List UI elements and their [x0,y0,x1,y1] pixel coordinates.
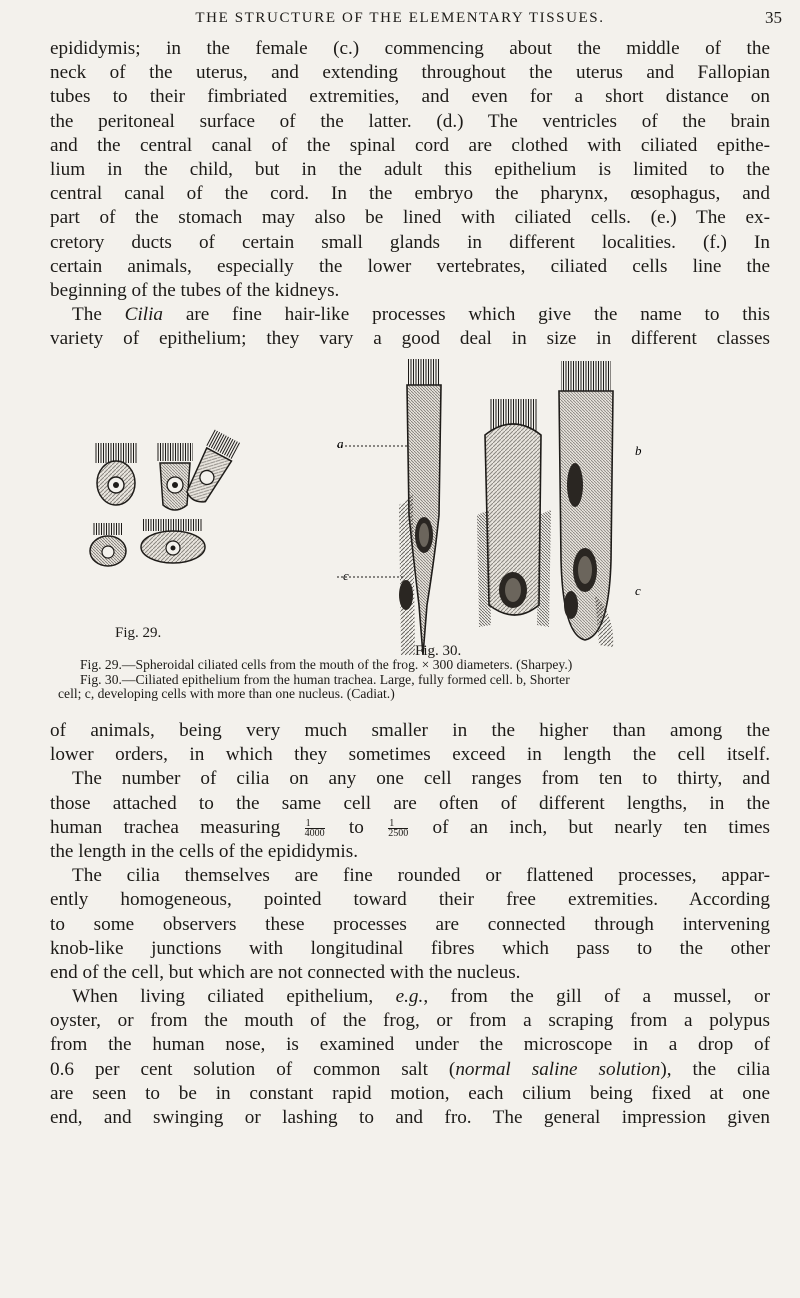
text-line: part of the stomach may also be lined with ciliated cells. (e.) The ex- [50,207,770,229]
text-line: of animals, being very much smaller in the higher than among the [50,720,770,741]
marker-b: b [635,443,642,458]
text-line: oyster, or from the mouth of the frog, or from a scraping from a polypus [50,1010,770,1032]
text-line: lower orders, in which they sometimes exceed in length the cell itself. [50,744,770,766]
text-line: knob-like junctions with longitudinal fibres which pass to the other [50,937,770,959]
marker-a: a [337,436,344,451]
text-line: cretory ducts of certain small glands in different localities. (f.) In [50,231,770,253]
text-line: end, and swinging or lashing to and fro. The general impression given [50,1107,770,1128]
italic-term: Cilia [124,304,164,326]
text-line: to some observers these processes are connected through intervening [50,913,770,935]
fraction-denominator: 4000 [304,827,325,839]
text-line-fractions [50,816,770,840]
body-text-bottom [50,429,770,1130]
text-line: certain animals, especially the lower vertebrates, ciliated cells line the [50,255,770,277]
fraction-numerator: 1 [388,819,408,829]
marker-c-left: c [343,568,349,583]
fig29-label: Fig. 29. [115,625,162,641]
running-head: THE STRUCTURE OF THE ELEMENTARY TISSUES. [195,10,605,26]
fraction-denominator: 2500 [388,827,409,839]
text-span: human trachea measuring [50,816,281,838]
fraction-1-2500 [388,819,408,838]
text-span: to [348,816,364,838]
text-line: lium in the child, but in the adult this epithelium is limited to the [50,158,770,180]
page-number: 35 [765,8,782,27]
text-line: tubes to their fimbriated extremities, and even for a short distance on [50,86,770,108]
text-line-eg [50,985,770,1009]
text-line: the peritoneal surface of the latter. (d.) The ventricles of the brain [50,110,770,132]
text-line: epididymis; in the female (c.) commencing about the middle of the [50,38,770,59]
text-line: those attached to the same cell are often of different lengths, in the [50,792,770,814]
text-line: The number of cilia on any one cell ranges from ten to thirty, and [72,768,770,790]
text-span: The [72,304,125,326]
body-text-top [50,37,770,351]
text-span: of an inch, but nearly ten times [432,816,770,838]
text-line: variety of epithelium; they vary a good deal in size in different classes [50,328,770,350]
caption-line: Fig. 30.—Ciliated epithelium from the human trachea. Large, fully formed cell. b, Shorter [80,671,570,687]
text-line: the length in the cells of the epididymis. [50,840,359,862]
text-line: neck of the uterus, and extending throughout the uterus and Fallopian [50,62,770,84]
text-span: When living ciliated epithelium, [72,986,396,1008]
text-line: from the human nose, is examined under the microscope in a drop of [50,1034,770,1056]
text-span: 0.6 per cent solution of common salt ( [50,1058,456,1080]
text-line-cilia [50,303,770,327]
italic-saline: normal saline solution [455,1058,661,1080]
text-span: , from the gill of a mussel, or [423,986,770,1008]
text-line: are seen to be in constant rapid motion, each cilium being fixed at one [50,1082,770,1104]
caption-line: cell; c, developing cells with more than one nucleus. (Cadiat.) [58,686,395,701]
text-span: ), the cilia [660,1058,771,1080]
fraction-numerator: 1 [305,819,325,829]
text-line: ently homogeneous, pointed toward their free extremities. According [50,889,770,911]
text-line: beginning of the tubes of the kidneys. [50,279,340,301]
fig30-label: Fig. 30. [415,643,462,659]
italic-eg: e.g. [395,986,424,1008]
marker-c-right: c [635,583,641,598]
fraction-1-4000 [305,819,325,838]
caption-line: Fig. 29.—Spheroidal ciliated cells from the mouth of the frog. × 300 diameters. (Sharpey.) [80,657,573,672]
text-line: central canal of the cord. In the embryo the pharynx, œsophagus, and [50,183,770,205]
text-line: and the central canal of the spinal cord are clothed with ciliated epithe- [50,134,770,156]
text-line: end of the cell, but which are not connected with the nucleus. [50,961,521,983]
text-span: are fine hair-like processes which give the name to this [163,304,770,326]
text-line: The cilia themselves are fine rounded or flattened processes, appar- [72,865,770,887]
text-line-saline [50,1058,770,1082]
